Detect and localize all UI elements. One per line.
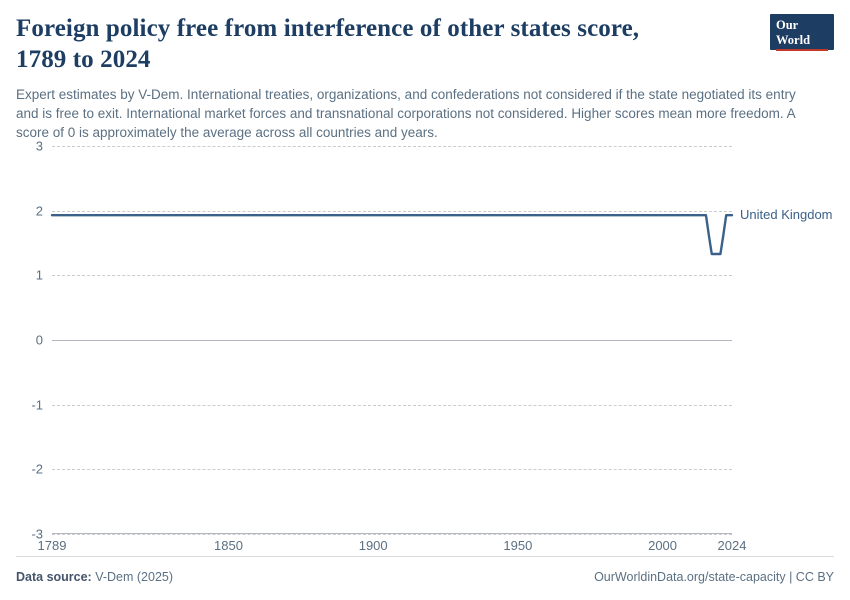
- owid-logo[interactable]: [770, 14, 834, 65]
- gridline: [52, 534, 732, 535]
- page-title: Foreign policy free from interference of other states score, 1789 to 2024: [16, 15, 640, 73]
- y-axis-tick-label: -2: [31, 461, 43, 477]
- attribution-link[interactable]: OurWorldinData.org/state-capacity | CC BY: [594, 570, 834, 584]
- x-axis-tick-label: 2024: [717, 538, 747, 553]
- data-source: [16, 570, 173, 584]
- logo-line-1: Our World: [776, 18, 811, 47]
- x-axis-tick-label: 1950: [503, 538, 533, 553]
- x-axis-tick-label: 1789: [37, 538, 67, 553]
- logo-line-2: in Data: [776, 50, 816, 65]
- gridline: [52, 405, 732, 406]
- x-axis-tick-label: 1900: [358, 538, 388, 553]
- chart-subtitle: Expert estimates by V-Dem. International treaties, organizations, and confederations not considered if the state negotiated its entry and is free to exit. International market forces and transnational corporations not considered. Higher scores mean more freedom. A score of 0 is approximately the average across all countries and years.: [16, 87, 796, 141]
- gridline: [52, 211, 732, 212]
- data-source-label: Data source:: [16, 570, 92, 584]
- data-source-value: V-Dem (2025): [95, 570, 174, 584]
- y-axis-tick-label: 2: [35, 203, 43, 219]
- gridline: [52, 275, 732, 276]
- y-axis-tick-label: 0: [35, 332, 43, 348]
- x-axis-tick-label: 1850: [214, 538, 243, 553]
- series-legend-label[interactable]: United Kingdom: [740, 207, 833, 223]
- y-axis-tick-label: 1: [35, 267, 43, 283]
- y-axis-tick-label: -3: [31, 526, 43, 542]
- y-axis-tick-label: 3: [35, 138, 43, 154]
- gridline: [52, 469, 732, 470]
- x-axis-line: [52, 533, 732, 534]
- y-axis-tick-label: -1: [31, 397, 43, 413]
- chart-header: [16, 14, 834, 142]
- plot-area[interactable]: [31, 138, 833, 553]
- gridline: [52, 146, 732, 147]
- data-line: [52, 215, 732, 254]
- chart-canvas: [16, 136, 834, 556]
- chart-footer: [16, 556, 834, 590]
- gridline: [52, 340, 732, 341]
- x-axis-tick-label: 2000: [648, 538, 678, 553]
